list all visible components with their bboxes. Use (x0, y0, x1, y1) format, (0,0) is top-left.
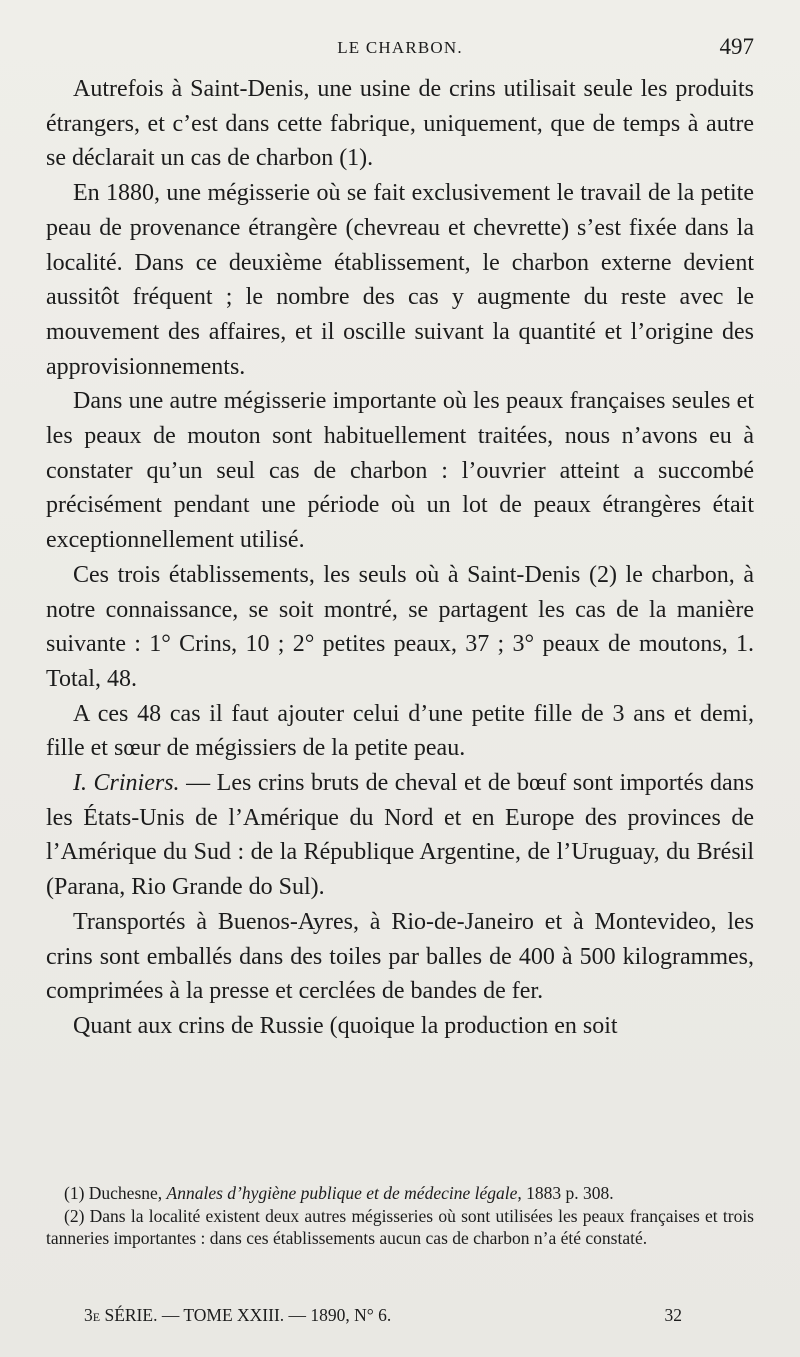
paragraph-2: En 1880, une mégisserie où se fait exclusivement le travail de la petite peau de provenance étrangère (chevreau et chevrette) s’est fixée dans la localité. Dans ce deuxième établissement, le charbon externe devient aussitôt fréquent ; le nombre des cas y augmente du reste avec le mouvement des affaires, et il oscille suivant la quantité et l’origine des approvisionnements. (46, 180, 754, 380)
page-number: 497 (719, 34, 754, 59)
sheet-number: 32 (664, 1305, 682, 1325)
body-text (46, 72, 754, 1044)
section-text: — Les crins bruts de cheval et de bœuf sont importés dans les États-Unis de l’Amérique du Nord et en Europe des provinces de l’Amérique du Sud : de la République Argentine, de l’Uruguay, du Brésil (Parana, Rio Grande do Sul). (46, 770, 754, 901)
running-title: LE CHARBON. (337, 38, 463, 57)
series-signature: 3e SÉRIE. — TOME XXIII. — 1890, N° 6. (84, 1305, 392, 1325)
footnote-1 (46, 1182, 754, 1205)
section-heading: I. Criniers. (73, 770, 180, 797)
footnotes (46, 1182, 754, 1250)
footnote-1-prefix: (1) Duchesne, (64, 1183, 167, 1203)
paragraph-3: Dans une autre mégisserie importante où les peaux françaises seules et les peaux de mouton sont habituellement traitées, nous n’avons eu à constater qu’un seul cas de charbon : l’ouvrier atteint a succombé précisément pendant une période où un lot de peaux étrangères était exceptionnellement utilisé. (46, 388, 754, 554)
paragraph-4: Ces trois établissements, les seuls où à Saint-Denis (2) le charbon, à notre connaissance, se soit montré, se partagent les cas de la manière suivante : 1° Crins, 10 ; 2° petites peaux, 37 ; 3° peaux de moutons, 1. Total, 48. (46, 561, 754, 692)
section-criniers (46, 766, 754, 905)
paragraph-1: Autrefois à Saint-Denis, une usine de crins utilisait seule les produits étrangers, et c’est dans cette fabrique, uniquement, que de temps à autre se déclarait un cas de charbon (1). (46, 76, 754, 172)
footnote-1-title: Annales d’hygiène publique et de médecine légale, (166, 1183, 522, 1203)
paragraph-6: Transportés à Buenos-Ayres, à Rio-de-Janeiro et à Montevideo, les crins sont emballés dans des toiles par balles de 400 à 500 kilogrammes, comprimées à la presse et cerclées de bandes de fer. (46, 908, 754, 1005)
paragraph-7: Quant aux crins de Russie (quoique la production en soit (73, 1012, 618, 1039)
footnote-2: (2) Dans la localité existent deux autres mégisseries où sont utilisées les peaux françaises et trois tanneries importantes : dans ces établissements aucun cas de charbon n’a été constaté. (46, 1205, 754, 1248)
paragraph-5: A ces 48 cas il faut ajouter celui d’une petite fille de 3 ans et demi, fille et sœur de mégissiers de la petite peau. (46, 700, 754, 762)
running-head (46, 34, 754, 64)
footnote-1-suffix: 1883 p. 308. (521, 1183, 614, 1203)
